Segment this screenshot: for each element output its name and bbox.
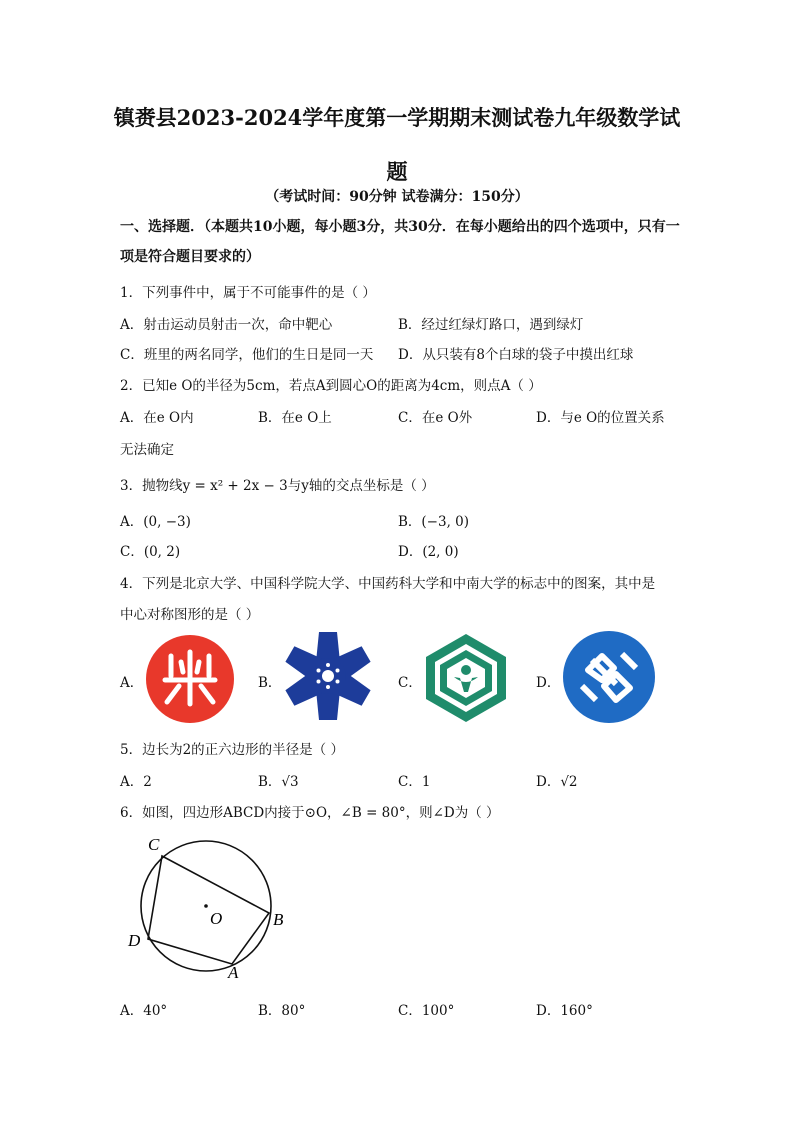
q6-circle-figure xyxy=(126,834,296,984)
question-2-stem: 2．已知e O的半径为5cm，若点A到圆心O的距离为4cm，则点A（ ） xyxy=(120,378,542,394)
q6-option-c: C．100° xyxy=(398,1003,455,1019)
csu-logo xyxy=(562,630,656,724)
exam-subtitle: （考试时间：90分钟 试卷满分：150分） xyxy=(265,189,529,205)
section-heading: 一、选择题．（本题共10小题，每小题3分，共30分．在每小题给出的四个选项中，只有一项是符合题目要求的） xyxy=(120,219,680,265)
q4-option-c-label: C． xyxy=(398,675,422,691)
q2-option-d: D．与e O的位置关系 xyxy=(536,410,665,426)
q2-option-b: B．在e O上 xyxy=(258,410,332,426)
label-o: O xyxy=(210,909,223,928)
label-a: A xyxy=(228,963,239,982)
q2-option-c: C．在e O外 xyxy=(398,410,473,426)
label-c: C xyxy=(148,835,160,854)
q6-option-b: B．80° xyxy=(258,1003,306,1019)
q3-option-d: D．(2, 0) xyxy=(398,544,459,560)
question-1-stem: 1．下列事件中，属于不可能事件的是（ ） xyxy=(120,285,376,301)
q6-option-a: A．40° xyxy=(120,1003,168,1019)
q6-option-d: D．160° xyxy=(536,1003,593,1019)
question-4-stem-line-1: 4．下列是北京大学、中国科学院大学、中国药科大学和中南大学的标志中的图案，其中是 xyxy=(120,576,656,592)
q2-option-a: A．在e O内 xyxy=(120,410,194,426)
q2-option-d-continuation: 无法确定 xyxy=(120,442,174,458)
q1-option-b: B．经过红绿灯路口，遇到绿灯 xyxy=(398,317,584,333)
cpu-logo xyxy=(420,632,512,724)
q4-option-d-label: D． xyxy=(536,675,561,691)
peking-university-logo xyxy=(145,634,235,724)
q3-option-a: A．(0, −3) xyxy=(120,514,191,530)
exam-title xyxy=(90,97,704,193)
question-3-stem: 3．抛物线y = x² + 2x − 3与y轴的交点坐标是（ ） xyxy=(120,478,435,494)
title-line-1: 镇赉县2023-2024学年度第一学期期末测试卷九年级数学试 xyxy=(113,105,681,130)
q5-option-b: B．√3 xyxy=(258,774,299,790)
q5-option-a: A．2 xyxy=(120,774,152,790)
q1-option-a: A．射击运动员射击一次，命中靶心 xyxy=(120,317,333,333)
q1-option-d: D．从只装有8个白球的袋子中摸出红球 xyxy=(398,347,634,363)
q4-option-a-label: A． xyxy=(120,675,144,691)
q5-option-d: D．√2 xyxy=(536,774,578,790)
label-b: B xyxy=(273,910,284,929)
q3-option-c: C．(0, 2) xyxy=(120,544,181,560)
question-4-stem-line-2: 中心对称图形的是（ ） xyxy=(120,607,260,623)
ucas-logo xyxy=(283,628,373,724)
label-d: D xyxy=(128,931,141,950)
q3-option-b: B．(−3, 0) xyxy=(398,514,470,530)
question-6-stem: 6．如图，四边形ABCD内接于⊙O，∠B = 80°，则∠D为（ ） xyxy=(120,805,500,821)
q1-option-c: C．班里的两名同学，他们的生日是同一天 xyxy=(120,347,374,363)
q4-option-b-label: B． xyxy=(258,675,282,691)
question-5-stem: 5．边长为2的正六边形的半径是（ ） xyxy=(120,742,344,758)
title-line-2: 题 xyxy=(386,159,408,184)
q5-option-c: C．1 xyxy=(398,774,431,790)
